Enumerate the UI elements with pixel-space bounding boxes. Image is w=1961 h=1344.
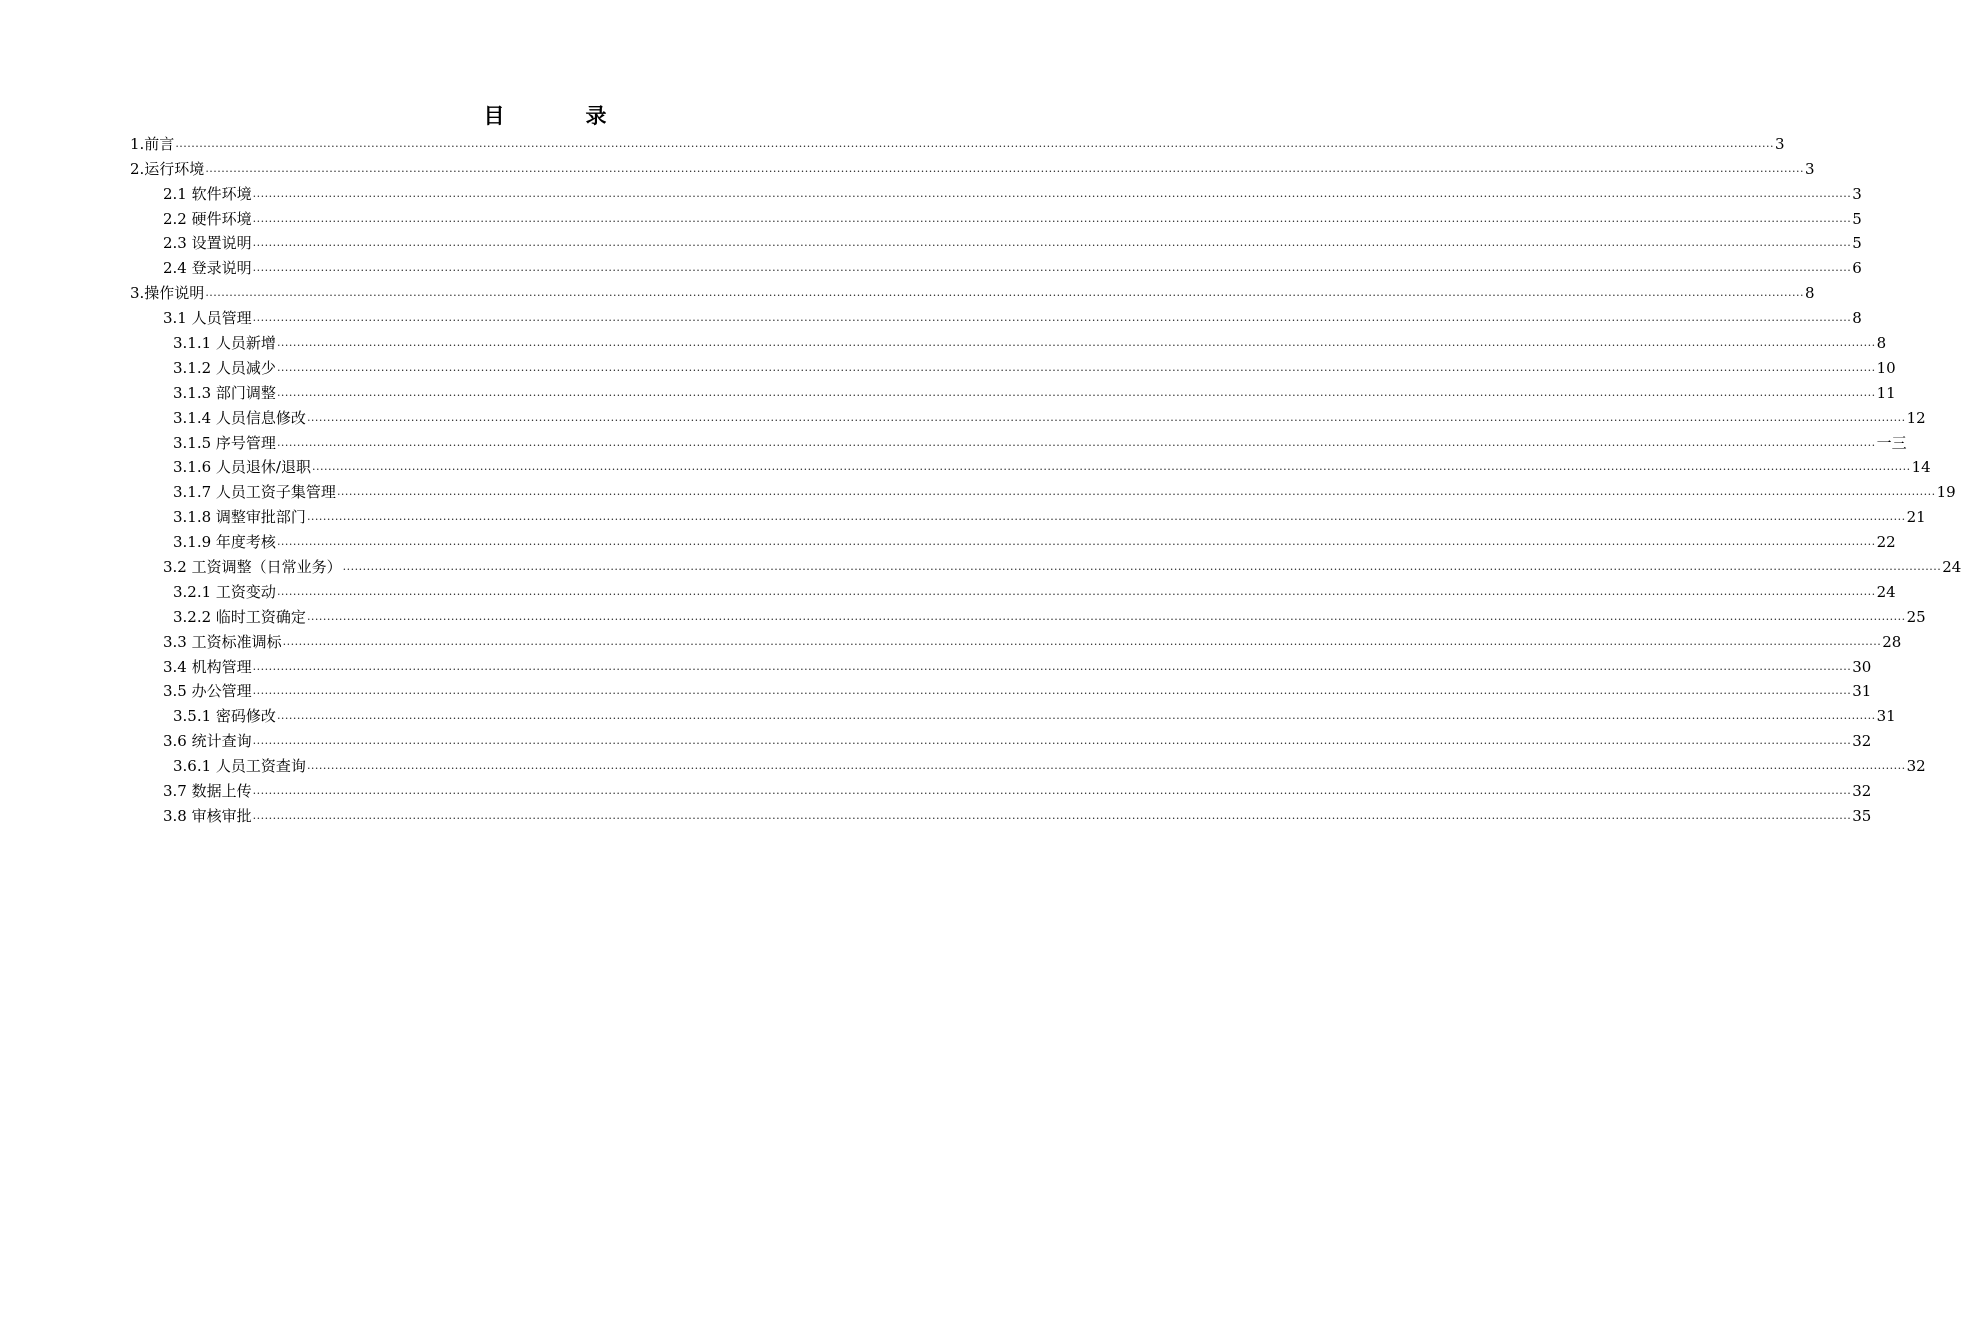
- toc-entry-page: 一三: [1876, 433, 1907, 452]
- toc-entry[interactable]: [130, 652, 1872, 677]
- toc-entry-label: 3.5.1 密码修改: [173, 707, 276, 726]
- toc-dot-leader: ................................................................................................................................................................................................................................................................................................................................................................................................................: [276, 709, 1876, 723]
- toc-entry-label: 3.1.4 人员信息修改: [173, 408, 306, 427]
- toc-entry-label: 3.1.1 人员新增: [173, 334, 276, 353]
- toc-entry-label: 3.6.1 人员工资查询: [173, 757, 306, 776]
- toc-entry-page: 12: [1906, 408, 1926, 427]
- toc-entry-page: 6: [1852, 259, 1862, 278]
- toc-dot-leader: ................................................................................................................................................................................................................................................................................................................................................................................................................: [276, 385, 1876, 399]
- toc-dot-leader: ................................................................................................................................................................................................................................................................................................................................................................................................................: [276, 435, 1876, 449]
- toc-dot-leader: ................................................................................................................................................................................................................................................................................................................................................................................................................: [252, 734, 1852, 748]
- toc-dot-leader: ................................................................................................................................................................................................................................................................................................................................................................................................................: [276, 336, 1876, 350]
- toc-entry-label: 3.操作说明: [130, 284, 205, 303]
- toc-entry[interactable]: [130, 776, 1872, 801]
- toc-entry-label: 3.8 审核审批: [163, 806, 252, 825]
- toc-entry-label: 3.2.2 临时工资确定: [173, 607, 306, 626]
- toc-entry[interactable]: [130, 577, 1896, 602]
- toc-entry-page: 3: [1804, 159, 1815, 178]
- toc-entry-page: 32: [1852, 732, 1872, 751]
- toc-entry[interactable]: [130, 253, 1862, 278]
- toc-entry-label: 3.1.3 部门调整: [173, 383, 276, 402]
- toc-entry-page: 24: [1876, 582, 1896, 601]
- toc-title: 目 录: [483, 103, 637, 128]
- toc-dot-leader: ................................................................................................................................................................................................................................................................................................................................................................................................................: [306, 609, 1906, 623]
- toc-dot-leader: ................................................................................................................................................................................................................................................................................................................................................................................................................: [252, 311, 1852, 325]
- toc-dot-leader: ................................................................................................................................................................................................................................................................................................................................................................................................................: [205, 286, 1804, 300]
- toc-entry-label: 3.1.6 人员退休/退职: [173, 458, 311, 477]
- toc-entry-page: 31: [1852, 682, 1872, 701]
- toc-dot-leader: ................................................................................................................................................................................................................................................................................................................................................................................................................: [276, 535, 1876, 549]
- toc-dot-leader: ................................................................................................................................................................................................................................................................................................................................................................................................................: [252, 186, 1852, 200]
- toc-dot-leader: ................................................................................................................................................................................................................................................................................................................................................................................................................: [252, 659, 1852, 673]
- toc-entry-label: 2.运行环境: [130, 159, 205, 178]
- toc-entry-page: 8: [1876, 334, 1887, 353]
- toc-entry-label: 3.1.7 人员工资子集管理: [173, 483, 336, 502]
- toc-entry-label: 3.3 工资标准调标: [163, 632, 282, 651]
- toc-entry-page: 24: [1942, 558, 1961, 577]
- toc-entry[interactable]: [130, 453, 1931, 478]
- toc-entry[interactable]: [130, 602, 1926, 627]
- toc-entry-label: 3.6 统计查询: [163, 732, 252, 751]
- toc-entry[interactable]: [130, 303, 1862, 328]
- toc-entry-page: 10: [1876, 358, 1896, 377]
- toc-entry-label: 2.3 设置说明: [163, 234, 252, 253]
- toc-dot-leader: ................................................................................................................................................................................................................................................................................................................................................................................................................: [336, 485, 1936, 499]
- toc-dot-leader: ................................................................................................................................................................................................................................................................................................................................................................................................................: [252, 784, 1852, 798]
- toc-dot-leader: ................................................................................................................................................................................................................................................................................................................................................................................................................: [306, 759, 1906, 773]
- toc-entry[interactable]: [130, 129, 1785, 154]
- toc-dot-leader: ................................................................................................................................................................................................................................................................................................................................................................................................................: [306, 510, 1906, 524]
- toc-entry-label: 3.4 机构管理: [163, 657, 252, 676]
- toc-dot-leader: ................................................................................................................................................................................................................................................................................................................................................................................................................: [276, 584, 1876, 598]
- toc-dot-leader: ................................................................................................................................................................................................................................................................................................................................................................................................................: [342, 560, 1942, 574]
- toc-dot-leader: ................................................................................................................................................................................................................................................................................................................................................................................................................: [282, 634, 1882, 648]
- toc-entry-label: 3.1.9 年度考核: [173, 533, 276, 552]
- toc-entry[interactable]: [130, 801, 1872, 826]
- toc-entry[interactable]: [130, 229, 1862, 254]
- toc-entry-label: 3.7 数据上传: [163, 782, 252, 801]
- toc-dot-leader: ................................................................................................................................................................................................................................................................................................................................................................................................................: [252, 211, 1852, 225]
- toc-entry-page: 19: [1936, 483, 1956, 502]
- toc-entry[interactable]: [130, 378, 1896, 403]
- toc-entry-label: 2.4 登录说明: [163, 259, 252, 278]
- toc-entry-page: 5: [1852, 209, 1862, 228]
- toc-entry-page: 30: [1852, 657, 1872, 676]
- toc-entry-label: 3.1.2 人员减少: [173, 358, 276, 377]
- toc-entry-page: 5: [1852, 234, 1862, 253]
- toc-entry-page: 14: [1911, 458, 1931, 477]
- toc-entry[interactable]: [130, 428, 1907, 453]
- toc-dot-leader: ................................................................................................................................................................................................................................................................................................................................................................................................................: [276, 360, 1876, 374]
- toc-dot-leader: ................................................................................................................................................................................................................................................................................................................................................................................................................: [306, 410, 1906, 424]
- toc-entry[interactable]: [130, 552, 1961, 577]
- toc-entry[interactable]: [130, 353, 1896, 378]
- toc-entry-label: 3.1.5 序号管理: [173, 433, 276, 452]
- toc-entry-page: 22: [1876, 533, 1896, 552]
- toc-dot-leader: ................................................................................................................................................................................................................................................................................................................................................................................................................: [252, 684, 1852, 698]
- toc-entry-label: 1.前言: [130, 134, 175, 153]
- toc-dot-leader: ................................................................................................................................................................................................................................................................................................................................................................................................................: [175, 136, 1774, 150]
- toc-entry-label: 3.2.1 工资变动: [173, 582, 276, 601]
- toc-entry[interactable]: [130, 154, 1815, 179]
- toc-entry-page: 32: [1852, 782, 1872, 801]
- toc-entry-page: 8: [1852, 309, 1862, 328]
- toc-entry-label: 2.2 硬件环境: [163, 209, 252, 228]
- toc-dot-leader: ................................................................................................................................................................................................................................................................................................................................................................................................................: [252, 808, 1852, 822]
- toc-dot-leader: ................................................................................................................................................................................................................................................................................................................................................................................................................: [205, 161, 1804, 175]
- toc-entry[interactable]: [130, 527, 1896, 552]
- toc-list: [130, 129, 1961, 826]
- toc-entry[interactable]: [130, 328, 1887, 353]
- toc-entry[interactable]: [130, 701, 1896, 726]
- toc-entry[interactable]: [130, 278, 1815, 303]
- toc-entry-label: 3.2 工资调整（日常业务）: [163, 558, 342, 577]
- toc-entry-label: 3.1 人员管理: [163, 309, 252, 328]
- toc-entry[interactable]: [130, 502, 1926, 527]
- toc-entry[interactable]: [130, 204, 1862, 229]
- toc-entry-page: 8: [1804, 284, 1815, 303]
- toc-entry-page: 35: [1852, 806, 1872, 825]
- toc-entry[interactable]: [130, 477, 1956, 502]
- toc-dot-leader: ................................................................................................................................................................................................................................................................................................................................................................................................................: [252, 236, 1852, 250]
- toc-entry-label: 2.1 软件环境: [163, 184, 252, 203]
- toc-entry-page: 11: [1876, 383, 1896, 402]
- toc-entry[interactable]: [130, 751, 1926, 776]
- toc-entry[interactable]: [130, 726, 1872, 751]
- toc-entry-page: 3: [1774, 134, 1785, 153]
- toc-entry-label: 3.1.8 调整审批部门: [173, 508, 306, 527]
- toc-dot-leader: ................................................................................................................................................................................................................................................................................................................................................................................................................: [252, 261, 1852, 275]
- toc-dot-leader: ................................................................................................................................................................................................................................................................................................................................................................................................................: [312, 460, 1911, 474]
- toc-entry-page: 21: [1906, 508, 1926, 527]
- toc-entry-page: 32: [1906, 757, 1926, 776]
- toc-entry[interactable]: [130, 403, 1926, 428]
- toc-entry-page: 25: [1906, 607, 1926, 626]
- toc-entry-page: 3: [1852, 184, 1862, 203]
- toc-entry[interactable]: [130, 677, 1872, 702]
- toc-entry-label: 3.5 办公管理: [163, 682, 252, 701]
- toc-entry-page: 28: [1882, 632, 1902, 651]
- toc-entry-page: 31: [1876, 707, 1896, 726]
- toc-entry[interactable]: [130, 627, 1902, 652]
- toc-entry[interactable]: [130, 179, 1862, 204]
